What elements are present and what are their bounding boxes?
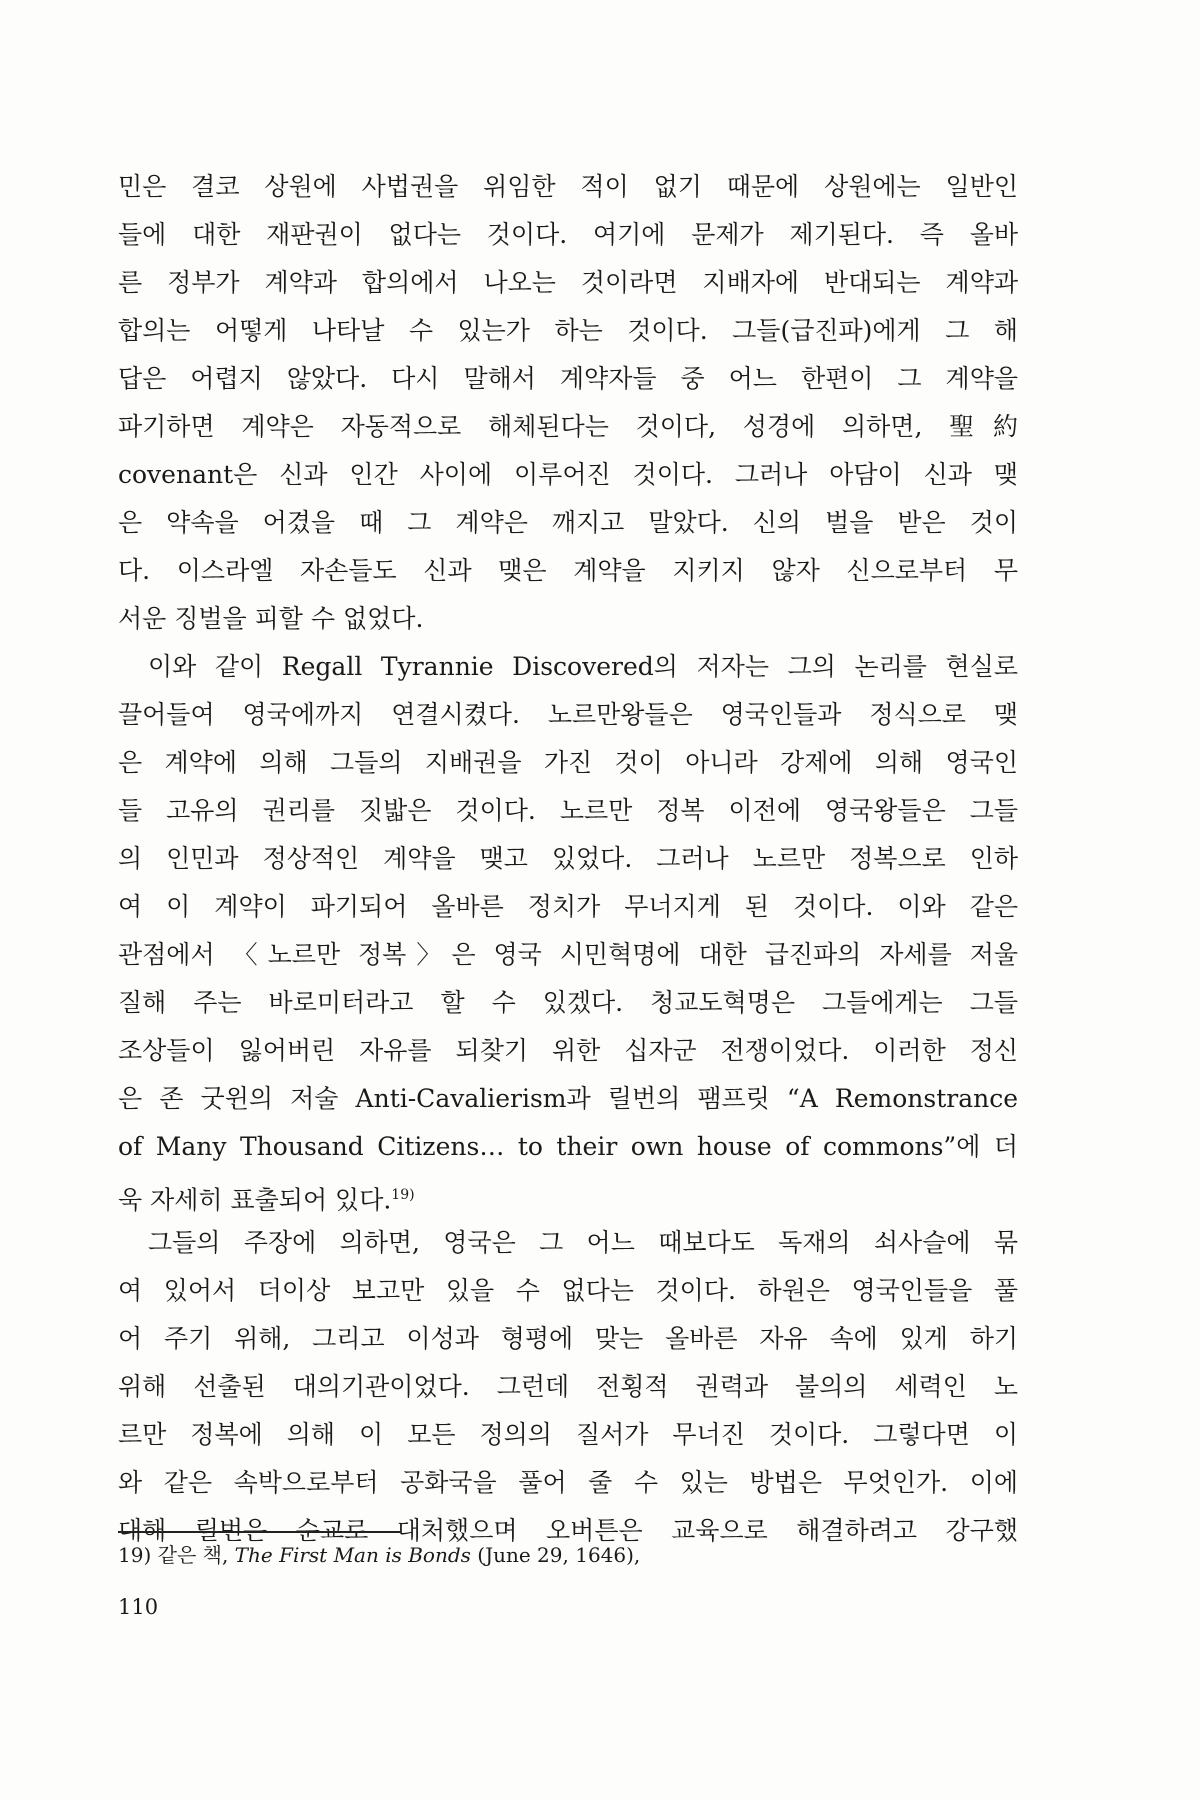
text-line-with-footnote: [118, 1171, 1018, 1219]
text-line: 질해 주는 바로미터라고 할 수 있겠다. 청교도혁명은 그들에게는 그들: [118, 988, 1018, 1017]
text-line: of Many Thousand Citizens… to their own house of commons”에 더: [118, 1132, 1018, 1161]
text-line: 합의는 어떻게 나타날 수 있는가 하는 것이다. 그들(급진파)에게 그 해: [118, 316, 1018, 345]
text-line: 민은 결코 상원에 사법권을 위임한 적이 없기 때문에 상원에는 일반인: [118, 172, 1018, 201]
text-line: 다. 이스라엘 자손들도 신과 맺은 계약을 지키지 않자 신으로부터 무: [118, 556, 1018, 585]
text-line: 위해 선출된 대의기관이었다. 그런데 전횡적 권력과 불의의 세력인 노: [118, 1372, 1018, 1401]
footnote-prefix: 같은 책,: [157, 1543, 229, 1567]
footnote-divider: [118, 1531, 400, 1533]
footnote-number: 19): [118, 1543, 152, 1567]
text-line: 관점에서 〈노르만 정복〉은 영국 시민혁명에 대한 급진파의 자세를 저울: [118, 940, 1018, 969]
paragraph-start-line: 그들의 주장에 의하면, 영국은 그 어느 때보다도 독재의 쇠사슬에 묶: [148, 1228, 1018, 1257]
text-line: 여 이 계약이 파기되어 올바른 정치가 무너지게 된 것이다. 이와 같은: [118, 892, 1018, 921]
text-line: 답은 어렵지 않았다. 다시 말해서 계약자들 중 어느 한편이 그 계약을: [118, 364, 1018, 393]
text-line: covenant은 신과 인간 사이에 이루어진 것이다. 그러나 아담이 신과 맺: [118, 460, 1018, 489]
footnote-reference: 19): [391, 1187, 415, 1203]
text-line: 은 계약에 의해 그들의 지배권을 가진 것이 아니라 강제에 의해 영국인: [118, 748, 1018, 777]
text-line: 와 같은 속박으로부터 공화국을 풀어 줄 수 있는 방법은 무엇인가. 이에: [118, 1468, 1018, 1497]
footnote-title: The First Man is Bonds: [234, 1543, 471, 1567]
text-line: 들에 대한 재판권이 없다는 것이다. 여기에 문제가 제기된다. 즉 올바: [118, 220, 1018, 249]
text-line: 여 있어서 더이상 보고만 있을 수 없다는 것이다. 하원은 영국인들을 풀: [118, 1276, 1018, 1305]
text-line: 대해 릴번은 순교로 대처했으며 오버튼은 교육으로 해결하려고 강구했: [118, 1516, 1018, 1545]
body-text: [118, 163, 1018, 1555]
text-line: 어 주기 위해, 그리고 이성과 형평에 맞는 올바른 자유 속에 있게 하기: [118, 1324, 1018, 1353]
footnote: [118, 1540, 1018, 1570]
page-number: 110: [118, 1595, 159, 1619]
text-line: 조상들이 잃어버린 자유를 되찾기 위한 십자군 전쟁이었다. 이러한 정신: [118, 1036, 1018, 1065]
paragraph-start-line: 이와 같이 Regall Tyrannie Discovered의 저자는 그의 논리를 현실로: [148, 652, 1018, 681]
text-line: 은 존 굿윈의 저술 Anti-Cavalierism과 릴번의 팸프릿 “A Remonstrance: [118, 1084, 1018, 1113]
text-line: 파기하면 계약은 자동적으로 해체된다는 것이다, 성경에 의하면, 聖約: [118, 412, 1018, 441]
text-line: 끌어들여 영국에까지 연결시켰다. 노르만왕들은 영국인들과 정식으로 맺: [118, 700, 1018, 729]
text-line-content: 욱 자세히 표출되어 있다.: [118, 1185, 392, 1215]
text-line: 서운 징벌을 피할 수 없었다.: [118, 604, 424, 633]
text-line: 들 고유의 권리를 짓밟은 것이다. 노르만 정복 이전에 영국왕들은 그들: [118, 796, 1018, 825]
text-line: 은 약속을 어겼을 때 그 계약은 깨지고 말았다. 신의 벌을 받은 것이: [118, 508, 1018, 537]
text-line: 르만 정복에 의해 이 모든 정의의 질서가 무너진 것이다. 그렇다면 이: [118, 1420, 1018, 1449]
text-line: 른 정부가 계약과 합의에서 나오는 것이라면 지배자에 반대되는 계약과: [118, 268, 1018, 297]
footnote-suffix: (June 29, 1646),: [477, 1543, 641, 1567]
text-line: 의 인민과 정상적인 계약을 맺고 있었다. 그러나 노르만 정복으로 인하: [118, 844, 1018, 873]
